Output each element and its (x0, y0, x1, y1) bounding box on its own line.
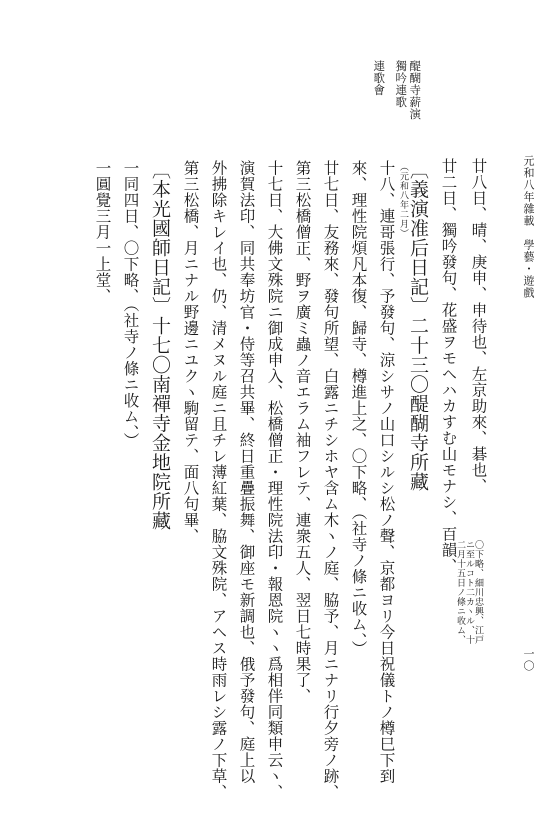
running-title: 元和八年雜載 學藝・遊戲 (522, 155, 535, 299)
date-annotation-genna8-feb: （元和八年二月） (398, 162, 408, 238)
side-label-dokugin: 獨吟連歌 (394, 60, 409, 108)
source-heading-honko: 〔本光國師日記〕十七〇南禪寺金地院所藏 (149, 160, 171, 531)
source-heading-gien: 〔義演准后日記〕二十三〇醍醐寺所藏 (407, 160, 429, 492)
text-column-3: 十八、連哥張行、予發句、涼シサノ山口シルシ松ノ聲、京都ヨリ今日祝儀トノ樽巳下到 (377, 160, 396, 784)
page-number: 一〇 (522, 648, 535, 672)
text-column-7: 十七日、大佛文殊院ニ御成申入、松橋僧正・理性院法印・報恩院ヽヽ爲相伴同類申云ヽ、 (265, 160, 284, 800)
text-column-11: 一同四日、〇下略、（社寺ノ條ニ收ム、） (121, 160, 140, 449)
annotation-hosokawa: 〇下略、細川忠興、江戸ニ至ルコト二カヽル、十二月十五日ノ條ニ收ム、 (455, 540, 483, 645)
text-column-4: 來、理性院煩凡本復、歸寺、樽進上之、〇下略、（社寺ノ條ニ收ム、） (349, 160, 368, 657)
text-column-2: 廿二日、獨吟發句、花盛ヲモヘハカすむ山モナシ、百韻、 (439, 158, 458, 574)
text-column-6: 第三松橋僧正、野ヲ廣ミ蟲ノ音エラム袖フレテ、連衆五人、翌日七時果了、 (293, 160, 312, 704)
text-column-12: 一圓覺三月一上堂、 (93, 160, 112, 304)
side-label-daigoji: 醍醐寺薪演 (408, 60, 423, 120)
text-column-5: 廿七日、友務來、發句所望、白露ニチシホヤ含ム木ヽノ庭、脇予、月ニナリ行夕旁ノ跡、 (321, 160, 340, 800)
text-column-9: 外拂除キレイ也、仍、清メヌル庭ニ且チレ薄紅葉、脇文殊院、アヘス時雨レシ露ノ下草、 (209, 160, 228, 800)
text-column-1: 廿八日、晴、庚申、申待也、左京助來、碁也、 (469, 158, 488, 494)
text-column-8: 演賀法印、同共奉坊官・侍等召共畢、終日重疊振舞、御座モ新調也、俄予發句、庭上以 (237, 160, 256, 784)
text-column-10: 第三松橋、月ニナル野邊ニユクヽ駒留テ、面八句畢、 (181, 160, 200, 544)
side-label-renga-kai: 連歌會 (372, 60, 387, 96)
